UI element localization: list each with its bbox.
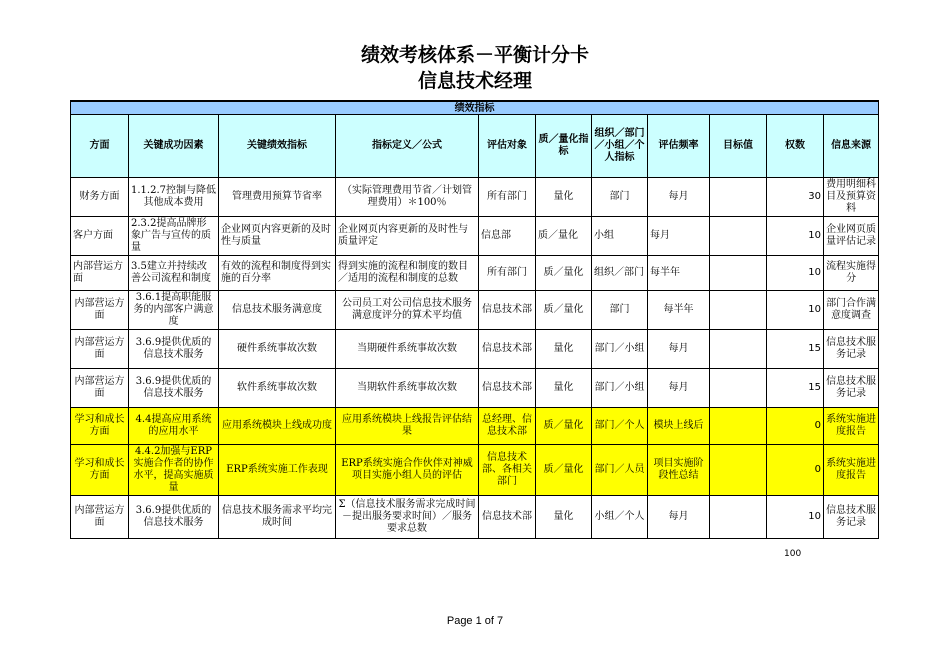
table-cell: 部门／小组: [592, 330, 648, 369]
table-cell: 每月: [648, 217, 710, 256]
table-cell: [710, 178, 767, 217]
table-cell: （实际管理费用节省／计划管理费用）＊100％: [336, 178, 479, 217]
table-cell: 10: [767, 256, 824, 291]
table-cell: 内部营运方面: [71, 369, 129, 408]
kpi-table: [70, 100, 879, 539]
table-row: [71, 330, 879, 369]
table-cell: [710, 445, 767, 496]
table-cell: 组织／部门: [592, 256, 648, 291]
table-cell: 内部营运方面: [71, 291, 129, 330]
table-row: [71, 445, 879, 496]
table-cell: 小组／个人: [592, 496, 648, 539]
table-cell: 量化: [536, 330, 592, 369]
table-row: [71, 369, 879, 408]
table-cell: 当期硬件系统事故次数: [336, 330, 479, 369]
table-cell: 系统实施进度报告: [824, 445, 879, 496]
page-title: 绩效考核体系－平衡计分卡: [360, 44, 589, 66]
table-row: [71, 178, 879, 217]
table-cell: 3.6.1提高职能服务的内部客户满意度: [129, 291, 219, 330]
table-cell: 2.3.2提高品牌形象广告与宣传的质量: [129, 217, 219, 256]
table-cell: 信息技术部: [479, 291, 536, 330]
table-cell: 部门／人员: [592, 445, 648, 496]
table-cell: [710, 330, 767, 369]
header-cell: 指标定义／公式: [336, 115, 479, 178]
table-cell: 3.5建立并持续改善公司流程和制度: [129, 256, 219, 291]
table-cell: 部门: [592, 291, 648, 330]
table-cell: 量化: [536, 369, 592, 408]
table-cell: [710, 291, 767, 330]
table-cell: 质／量化: [536, 217, 592, 256]
table-cell: 信息技术服务需求平均完成时间: [219, 496, 336, 539]
table-cell: 3.6.9提供优质的信息技术服务: [129, 330, 219, 369]
table-cell: 3.6.9提供优质的信息技术服务: [129, 369, 219, 408]
table-cell: 信息技术服务满意度: [219, 291, 336, 330]
table-cell: 质／量化: [536, 256, 592, 291]
table-cell: 每月: [648, 496, 710, 539]
total-weight: 100: [784, 549, 802, 559]
table-cell: 部门合作满意度调查: [824, 291, 879, 330]
table-cell: 4.4.2加强与ERP实施合作者的协作水平，提高实施质量: [129, 445, 219, 496]
table-cell: 有效的流程和制度得到实施的百分率: [219, 256, 336, 291]
band-label: 绩效指标: [71, 101, 879, 115]
table-cell: 企业网页内容更新的及时性与质量评定: [336, 217, 479, 256]
table-cell: 信息技术部: [479, 369, 536, 408]
table-cell: 信息技术部: [479, 496, 536, 539]
header-cell: 组织／部门／小组／个人指标: [592, 115, 648, 178]
table-cell: 总经理、信息技术部: [479, 408, 536, 445]
table-cell: 所有部门: [479, 178, 536, 217]
table-cell: 10: [767, 496, 824, 539]
header-cell: 权数: [767, 115, 824, 178]
header-cell: 方面: [71, 115, 129, 178]
table-row: [71, 217, 879, 256]
table-cell: 模块上线后: [648, 408, 710, 445]
table-cell: 软件系统事故次数: [219, 369, 336, 408]
page-subtitle: 信息技术经理: [417, 70, 532, 92]
table-cell: [710, 256, 767, 291]
table-cell: 企业网页质量评估记录: [824, 217, 879, 256]
table-cell: 信息技术服务记录: [824, 330, 879, 369]
table-cell: 每月: [648, 330, 710, 369]
table-cell: 公司员工对公司信息技术服务满意度评分的算术平均值: [336, 291, 479, 330]
table-cell: 应用系统模块上线报告评估结果: [336, 408, 479, 445]
table-cell: 每月: [648, 178, 710, 217]
table-cell: 3.6.9提供优质的信息技术服务: [129, 496, 219, 539]
table-cell: 应用系统模块上线成功度: [219, 408, 336, 445]
table-cell: 项目实施阶段性总结: [648, 445, 710, 496]
table-cell: 每半年: [648, 291, 710, 330]
table-cell: 内部营运方面: [71, 330, 129, 369]
table-cell: 当期软件系统事故次数: [336, 369, 479, 408]
table-row: [71, 408, 879, 445]
table-cell: 4.4提高应用系统的应用水平: [129, 408, 219, 445]
table-cell: 15: [767, 330, 824, 369]
table-cell: [710, 496, 767, 539]
table-cell: 企业网页内容更新的及时性与质量: [219, 217, 336, 256]
table-cell: 信息技术部: [479, 330, 536, 369]
table-row: [71, 256, 879, 291]
table-cell: 量化: [536, 496, 592, 539]
table-cell: 部门: [592, 178, 648, 217]
table-cell: ERP系统实施合作伙伴对神威项目实施小组人员的评估: [336, 445, 479, 496]
table-row: [71, 496, 879, 539]
table-row: [71, 291, 879, 330]
table-cell: 1.1.2.7控制与降低其他成本费用: [129, 178, 219, 217]
table-cell: Σ（信息技术服务需求完成时间－提出服务要求时间）／服务要求总数: [336, 496, 479, 539]
table-cell: 部门／个人: [592, 408, 648, 445]
table-cell: 信息部: [479, 217, 536, 256]
table-cell: 10: [767, 217, 824, 256]
table-cell: 费用明细科目及预算资料: [824, 178, 879, 217]
header-row: [71, 115, 879, 178]
header-cell: 关键绩效指标: [219, 115, 336, 178]
table-cell: 信息技术部、各相关部门: [479, 445, 536, 496]
table-cell: 学习和成长方面: [71, 408, 129, 445]
table-cell: 0: [767, 408, 824, 445]
table-cell: 每半年: [648, 256, 710, 291]
table-cell: 部门／小组: [592, 369, 648, 408]
table-cell: 系统实施进度报告: [824, 408, 879, 445]
table-cell: 流程实施得分: [824, 256, 879, 291]
table-cell: 内部营运方面: [71, 256, 129, 291]
table-cell: [710, 369, 767, 408]
header-cell: 关键成功因素: [129, 115, 219, 178]
table-cell: 得到实施的流程和制度的数目／适用的流程和制度的总数: [336, 256, 479, 291]
table-cell: 30: [767, 178, 824, 217]
table-cell: 15: [767, 369, 824, 408]
band-row: [71, 101, 879, 115]
table-cell: 质／量化: [536, 291, 592, 330]
table-cell: 学习和成长方面: [71, 445, 129, 496]
table-cell: 管理费用预算节省率: [219, 178, 336, 217]
table-cell: [710, 217, 767, 256]
table-cell: ERP系统实施工作表现: [219, 445, 336, 496]
table-cell: 量化: [536, 178, 592, 217]
header-cell: 评估对象: [479, 115, 536, 178]
table-cell: 质／量化: [536, 408, 592, 445]
header-cell: 评估频率: [648, 115, 710, 178]
table-cell: 质／量化: [536, 445, 592, 496]
table-cell: 0: [767, 445, 824, 496]
table-cell: 客户方面: [71, 217, 129, 256]
table-cell: 内部营运方面: [71, 496, 129, 539]
page-number: Page 1 of 7: [446, 615, 504, 627]
table-cell: 财务方面: [71, 178, 129, 217]
header-cell: 目标值: [710, 115, 767, 178]
table-cell: 信息技术服务记录: [824, 496, 879, 539]
table-cell: 所有部门: [479, 256, 536, 291]
header-cell: 信息来源: [824, 115, 879, 178]
table-cell: 每月: [648, 369, 710, 408]
table-cell: 硬件系统事故次数: [219, 330, 336, 369]
header-cell: 质／量化指标: [536, 115, 592, 178]
table-cell: 信息技术服务记录: [824, 369, 879, 408]
table-cell: 10: [767, 291, 824, 330]
table-cell: [710, 408, 767, 445]
table-cell: 小组: [592, 217, 648, 256]
